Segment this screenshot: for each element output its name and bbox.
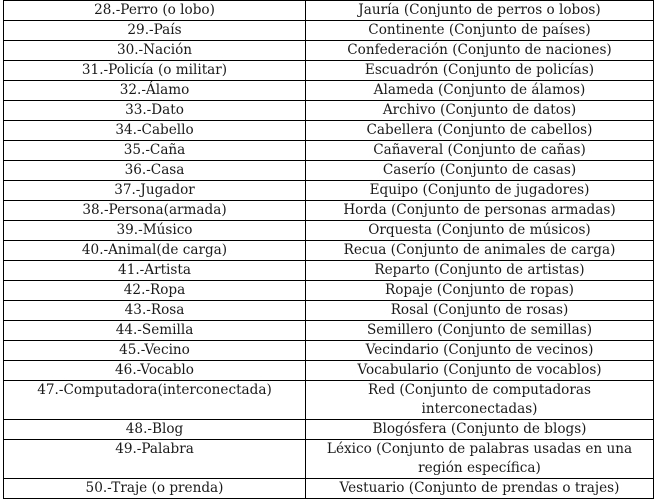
term-cell: 43.-Rosa [4, 301, 306, 321]
term-cell: 41.-Artista [4, 261, 306, 281]
collective-cell: Rosal (Conjunto de rosas) [306, 301, 654, 321]
collective-cell: Vocabulario (Conjunto de vocablos) [306, 361, 654, 381]
table-row [4, 281, 654, 301]
term-cell: 39.-Músico [4, 221, 306, 241]
term-cell: 50.-Traje (o prenda) [4, 479, 306, 499]
collective-cell: Caserío (Conjunto de casas) [306, 161, 654, 181]
term-cell: 36.-Casa [4, 161, 306, 181]
term-cell: 45.-Vecino [4, 341, 306, 361]
term-cell: 34.-Cabello [4, 121, 306, 141]
collective-cell: Vestuario (Conjunto de prendas o trajes) [306, 479, 654, 499]
term-cell: 47.-Computadora(interconectada) [4, 381, 306, 420]
term-cell: 38.-Persona(armada) [4, 201, 306, 221]
table-row [4, 341, 654, 361]
collective-cell: Confederación (Conjunto de naciones) [306, 41, 654, 61]
table-row [4, 261, 654, 281]
term-cell: 44.-Semilla [4, 321, 306, 341]
table-row [4, 41, 654, 61]
collective-cell: Continente (Conjunto de países) [306, 21, 654, 41]
collective-cell: Jauría (Conjunto de perros o lobos) [306, 1, 654, 21]
collective-cell: Blogósfera (Conjunto de blogs) [306, 420, 654, 440]
term-cell: 42.-Ropa [4, 281, 306, 301]
term-cell: 29.-País [4, 21, 306, 41]
collective-cell: Archivo (Conjunto de datos) [306, 101, 654, 121]
table-row [4, 81, 654, 101]
table-row [4, 440, 654, 479]
term-cell: 48.-Blog [4, 420, 306, 440]
table-row [4, 1, 654, 21]
term-cell: 30.-Nación [4, 41, 306, 61]
collective-cell: Equipo (Conjunto de jugadores) [306, 181, 654, 201]
collective-cell: Orquesta (Conjunto de músicos) [306, 221, 654, 241]
collective-cell: Ropaje (Conjunto de ropas) [306, 281, 654, 301]
collective-cell: Vecindario (Conjunto de vecinos) [306, 341, 654, 361]
collective-nouns-table [3, 0, 654, 499]
table-row [4, 361, 654, 381]
table-row [4, 141, 654, 161]
term-cell: 46.-Vocablo [4, 361, 306, 381]
term-cell: 31.-Policía (o militar) [4, 61, 306, 81]
term-cell: 49.-Palabra [4, 440, 306, 479]
table-row [4, 221, 654, 241]
table-row [4, 479, 654, 499]
term-cell: 35.-Caña [4, 141, 306, 161]
collective-cell: Cabellera (Conjunto de cabellos) [306, 121, 654, 141]
table-row [4, 321, 654, 341]
table-row [4, 121, 654, 141]
table-row [4, 181, 654, 201]
collective-cell: Horda (Conjunto de personas armadas) [306, 201, 654, 221]
table-row [4, 381, 654, 420]
table-row [4, 301, 654, 321]
collective-cell: Alameda (Conjunto de álamos) [306, 81, 654, 101]
term-cell: 28.-Perro (o lobo) [4, 1, 306, 21]
collective-cell: Escuadrón (Conjunto de policías) [306, 61, 654, 81]
collective-cell: Red (Conjunto de computadoras interconectadas) [306, 381, 654, 420]
table-row [4, 201, 654, 221]
table-row [4, 21, 654, 41]
table-row [4, 61, 654, 81]
table-row [4, 420, 654, 440]
collective-cell: Semillero (Conjunto de semillas) [306, 321, 654, 341]
term-cell: 32.-Álamo [4, 81, 306, 101]
collective-cell: Reparto (Conjunto de artistas) [306, 261, 654, 281]
table-row [4, 241, 654, 261]
term-cell: 37.-Jugador [4, 181, 306, 201]
table-row [4, 101, 654, 121]
term-cell: 33.-Dato [4, 101, 306, 121]
collective-cell: Recua (Conjunto de animales de carga) [306, 241, 654, 261]
table-row [4, 161, 654, 181]
term-cell: 40.-Animal(de carga) [4, 241, 306, 261]
collective-cell: Cañaveral (Conjunto de cañas) [306, 141, 654, 161]
collective-cell: Léxico (Conjunto de palabras usadas en una región específica) [306, 440, 654, 479]
